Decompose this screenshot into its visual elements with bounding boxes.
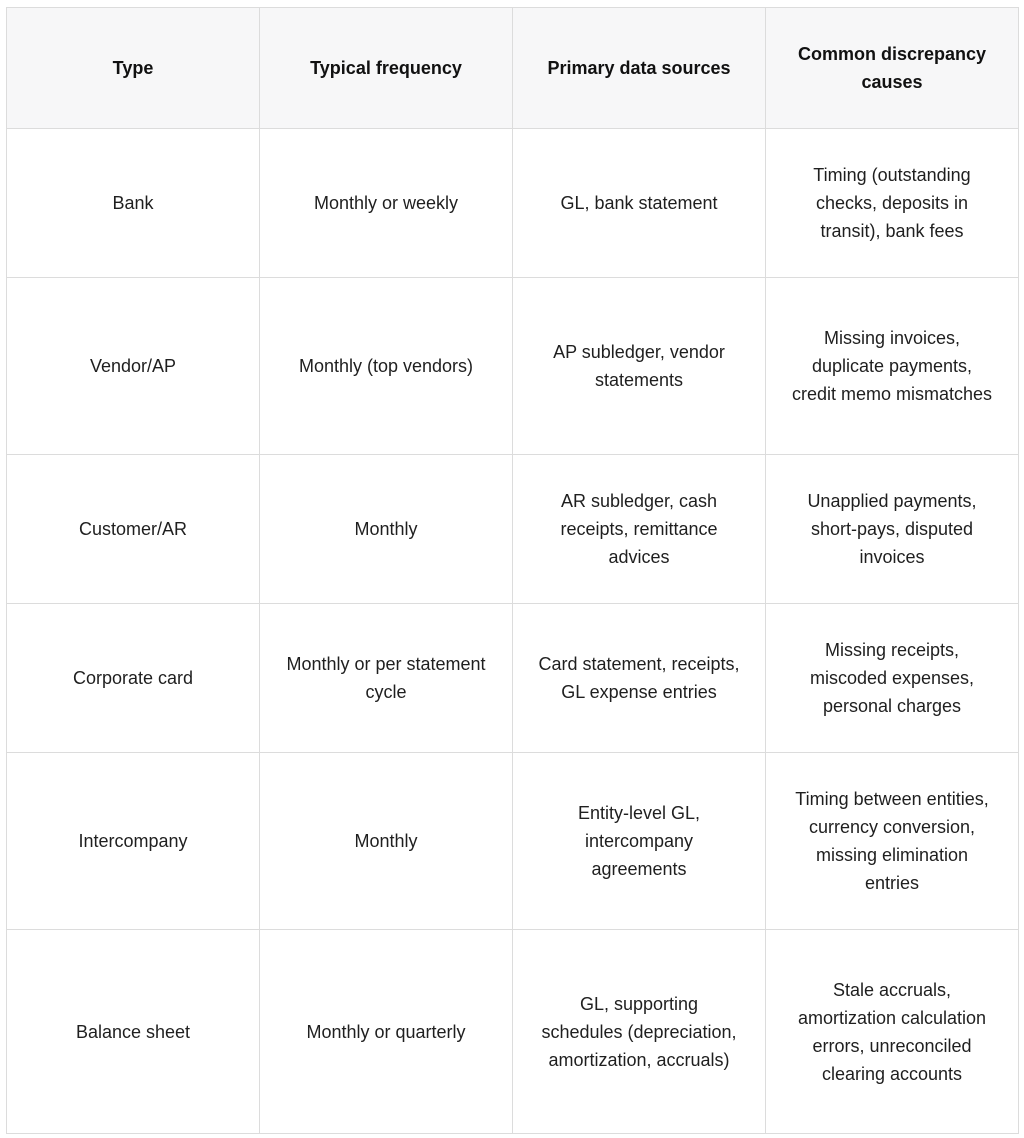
- cell-discrepancy-causes: Timing (outstanding checks, deposits in transit), bank fees: [766, 129, 1019, 278]
- table-header: [7, 8, 1019, 129]
- table-row: [7, 455, 1019, 604]
- column-header-data-sources: Primary data sources: [513, 8, 766, 129]
- cell-type: Vendor/AP: [7, 278, 260, 455]
- cell-frequency: Monthly or quarterly: [260, 930, 513, 1134]
- reconciliation-types-table: [6, 7, 1019, 1134]
- table-row: [7, 604, 1019, 753]
- cell-frequency: Monthly: [260, 455, 513, 604]
- column-header-discrepancy-causes: Common discrepancy causes: [766, 8, 1019, 129]
- column-header-frequency: Typical frequency: [260, 8, 513, 129]
- cell-data-sources: Card statement, receipts, GL expense entries: [513, 604, 766, 753]
- cell-discrepancy-causes: Timing between entities, currency conversion, missing elimination entries: [766, 753, 1019, 930]
- cell-discrepancy-causes: Unapplied payments, short-pays, disputed invoices: [766, 455, 1019, 604]
- cell-frequency: Monthly or weekly: [260, 129, 513, 278]
- table-row: [7, 753, 1019, 930]
- cell-data-sources: AP subledger, vendor statements: [513, 278, 766, 455]
- reconciliation-table-container: [6, 7, 1018, 1134]
- cell-data-sources: GL, supporting schedules (depreciation, amortization, accruals): [513, 930, 766, 1134]
- cell-type: Customer/AR: [7, 455, 260, 604]
- cell-data-sources: Entity-level GL, intercompany agreements: [513, 753, 766, 930]
- table-row: [7, 930, 1019, 1134]
- table-row: [7, 129, 1019, 278]
- cell-frequency: Monthly (top vendors): [260, 278, 513, 455]
- cell-discrepancy-causes: Missing receipts, miscoded expenses, personal charges: [766, 604, 1019, 753]
- cell-type: Corporate card: [7, 604, 260, 753]
- cell-type: Bank: [7, 129, 260, 278]
- column-header-type: Type: [7, 8, 260, 129]
- table-body: [7, 129, 1019, 1134]
- cell-frequency: Monthly or per statement cycle: [260, 604, 513, 753]
- cell-discrepancy-causes: Missing invoices, duplicate payments, credit memo mismatches: [766, 278, 1019, 455]
- cell-type: Balance sheet: [7, 930, 260, 1134]
- cell-data-sources: GL, bank statement: [513, 129, 766, 278]
- cell-discrepancy-causes: Stale accruals, amortization calculation errors, unreconciled clearing accounts: [766, 930, 1019, 1134]
- table-row: [7, 278, 1019, 455]
- cell-data-sources: AR subledger, cash receipts, remittance advices: [513, 455, 766, 604]
- cell-frequency: Monthly: [260, 753, 513, 930]
- header-row: [7, 8, 1019, 129]
- cell-type: Intercompany: [7, 753, 260, 930]
